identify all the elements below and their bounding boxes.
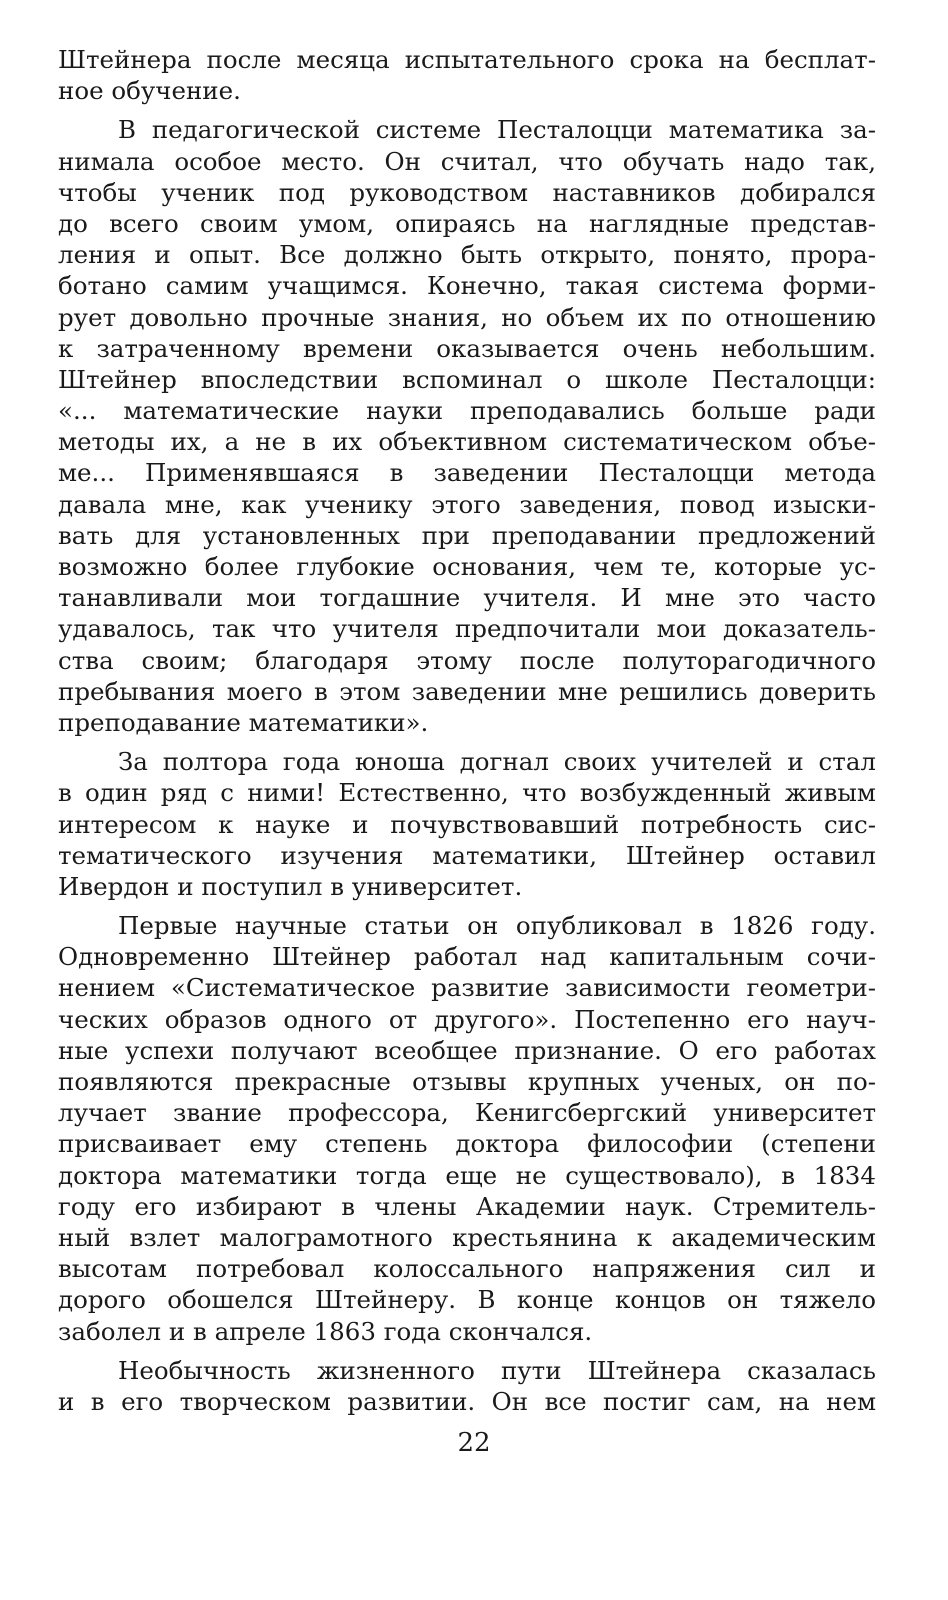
text-line: методы их, а не в их объективном систематическом объе-	[58, 427, 876, 457]
text-line: дорого обошелся Штейнеру. В конце концов он тяжело	[58, 1285, 876, 1315]
text-line: ное обучение.	[58, 76, 241, 106]
text-line: Ивердон и поступил в университет.	[58, 871, 523, 901]
text-line: заболел и в апреле 1863 года скончался.	[58, 1316, 593, 1346]
text-line: нением «Систематическое развитие зависимости геометри-	[58, 973, 876, 1003]
text-line: ме... Применявшаяся в заведении Песталоцци метода	[58, 458, 876, 488]
text-line: Необычность жизненного пути Штейнера сказалась	[118, 1355, 876, 1385]
text-line: За полтора года юноша догнал своих учителей и стал	[118, 747, 876, 777]
text-line: Штейнера после месяца испытательного срока на бесплат-	[58, 45, 876, 74]
paragraph-1	[58, 44, 876, 106]
text-line: доктора математики тогда еще не существовало), в 1834	[58, 1160, 876, 1190]
text-line: ления и опыт. Все должно быть открыто, понято, прора-	[58, 240, 876, 270]
paragraph-2	[58, 114, 876, 738]
text-line: в один ряд с ними! Естественно, что возбужденный живым	[58, 778, 876, 808]
text-line: В педагогической системе Песталоцци математика за-	[118, 115, 876, 145]
text-line: возможно более глубокие основания, чем те, которые ус-	[58, 552, 876, 581]
text-line: нимала особое место. Он считал, что обучать надо так,	[58, 146, 876, 176]
text-line: «... математические науки преподавались больше ради	[58, 396, 876, 426]
text-line: Первые научные статьи он опубликовал в 1826 году.	[118, 911, 876, 941]
page-number: 22	[457, 1428, 491, 1458]
text-line: преподавание математики».	[58, 707, 429, 737]
text-line: высотам потребовал колоссального напряжения сил и	[58, 1254, 876, 1284]
paragraph-5	[58, 1355, 876, 1417]
text-line: присваивает ему степень доктора философии (степени	[58, 1129, 876, 1159]
text-line: чтобы ученик под руководством наставников добирался	[58, 177, 876, 207]
text-line: тематического изучения математики, Штейнер оставил	[58, 840, 876, 870]
text-line: интересом к науке и почувствовавший потребность сис-	[58, 809, 876, 839]
text-line: до всего своим умом, опираясь на наглядные представ-	[58, 208, 876, 238]
text-line: ства своим; благодаря этому после полуторагодичного	[58, 645, 876, 675]
paragraph-3	[58, 746, 876, 902]
text-line: ботано самим учащимся. Конечно, такая система форми-	[58, 271, 876, 301]
text-line: рует довольно прочные знания, но объем их по отношению	[58, 302, 876, 332]
text-line: к затраченному времени оказывается очень небольшим.	[58, 333, 876, 363]
text-line: ный взлет малограмотного крестьянина к академическим	[58, 1222, 876, 1252]
text-line: Одновременно Штейнер работал над капитальным сочи-	[58, 942, 876, 972]
text-line: ческих образов одного от другого». Постепенно его науч-	[58, 1004, 876, 1034]
text-line: пребывания моего в этом заведении мне решились доверить	[58, 676, 876, 706]
text-line: танавливали мои тогдашние учителя. И мне это часто	[58, 583, 876, 613]
text-line: Штейнер впоследствии вспоминал о школе Песталоцци:	[58, 364, 876, 394]
text-line: ные успехи получают всеобщее признание. О его работах	[58, 1035, 876, 1065]
page-body	[58, 44, 876, 1425]
text-line: удавалось, так что учителя предпочитали мои доказатель-	[58, 614, 876, 644]
text-line: появляются прекрасные отзывы крупных ученых, он по-	[58, 1067, 876, 1096]
text-line: вать для установленных при преподавании предложений	[58, 520, 876, 550]
paragraph-4	[58, 910, 876, 1347]
text-line: году его избирают в члены Академии наук. Стремитель-	[58, 1191, 876, 1221]
text-line: лучает звание профессора, Кенигсбергский университет	[58, 1098, 876, 1128]
text-line: давала мне, как ученику этого заведения, повод изыски-	[58, 489, 876, 519]
text-line: и в его творческом развитии. Он все постиг сам, на нем	[58, 1386, 876, 1416]
